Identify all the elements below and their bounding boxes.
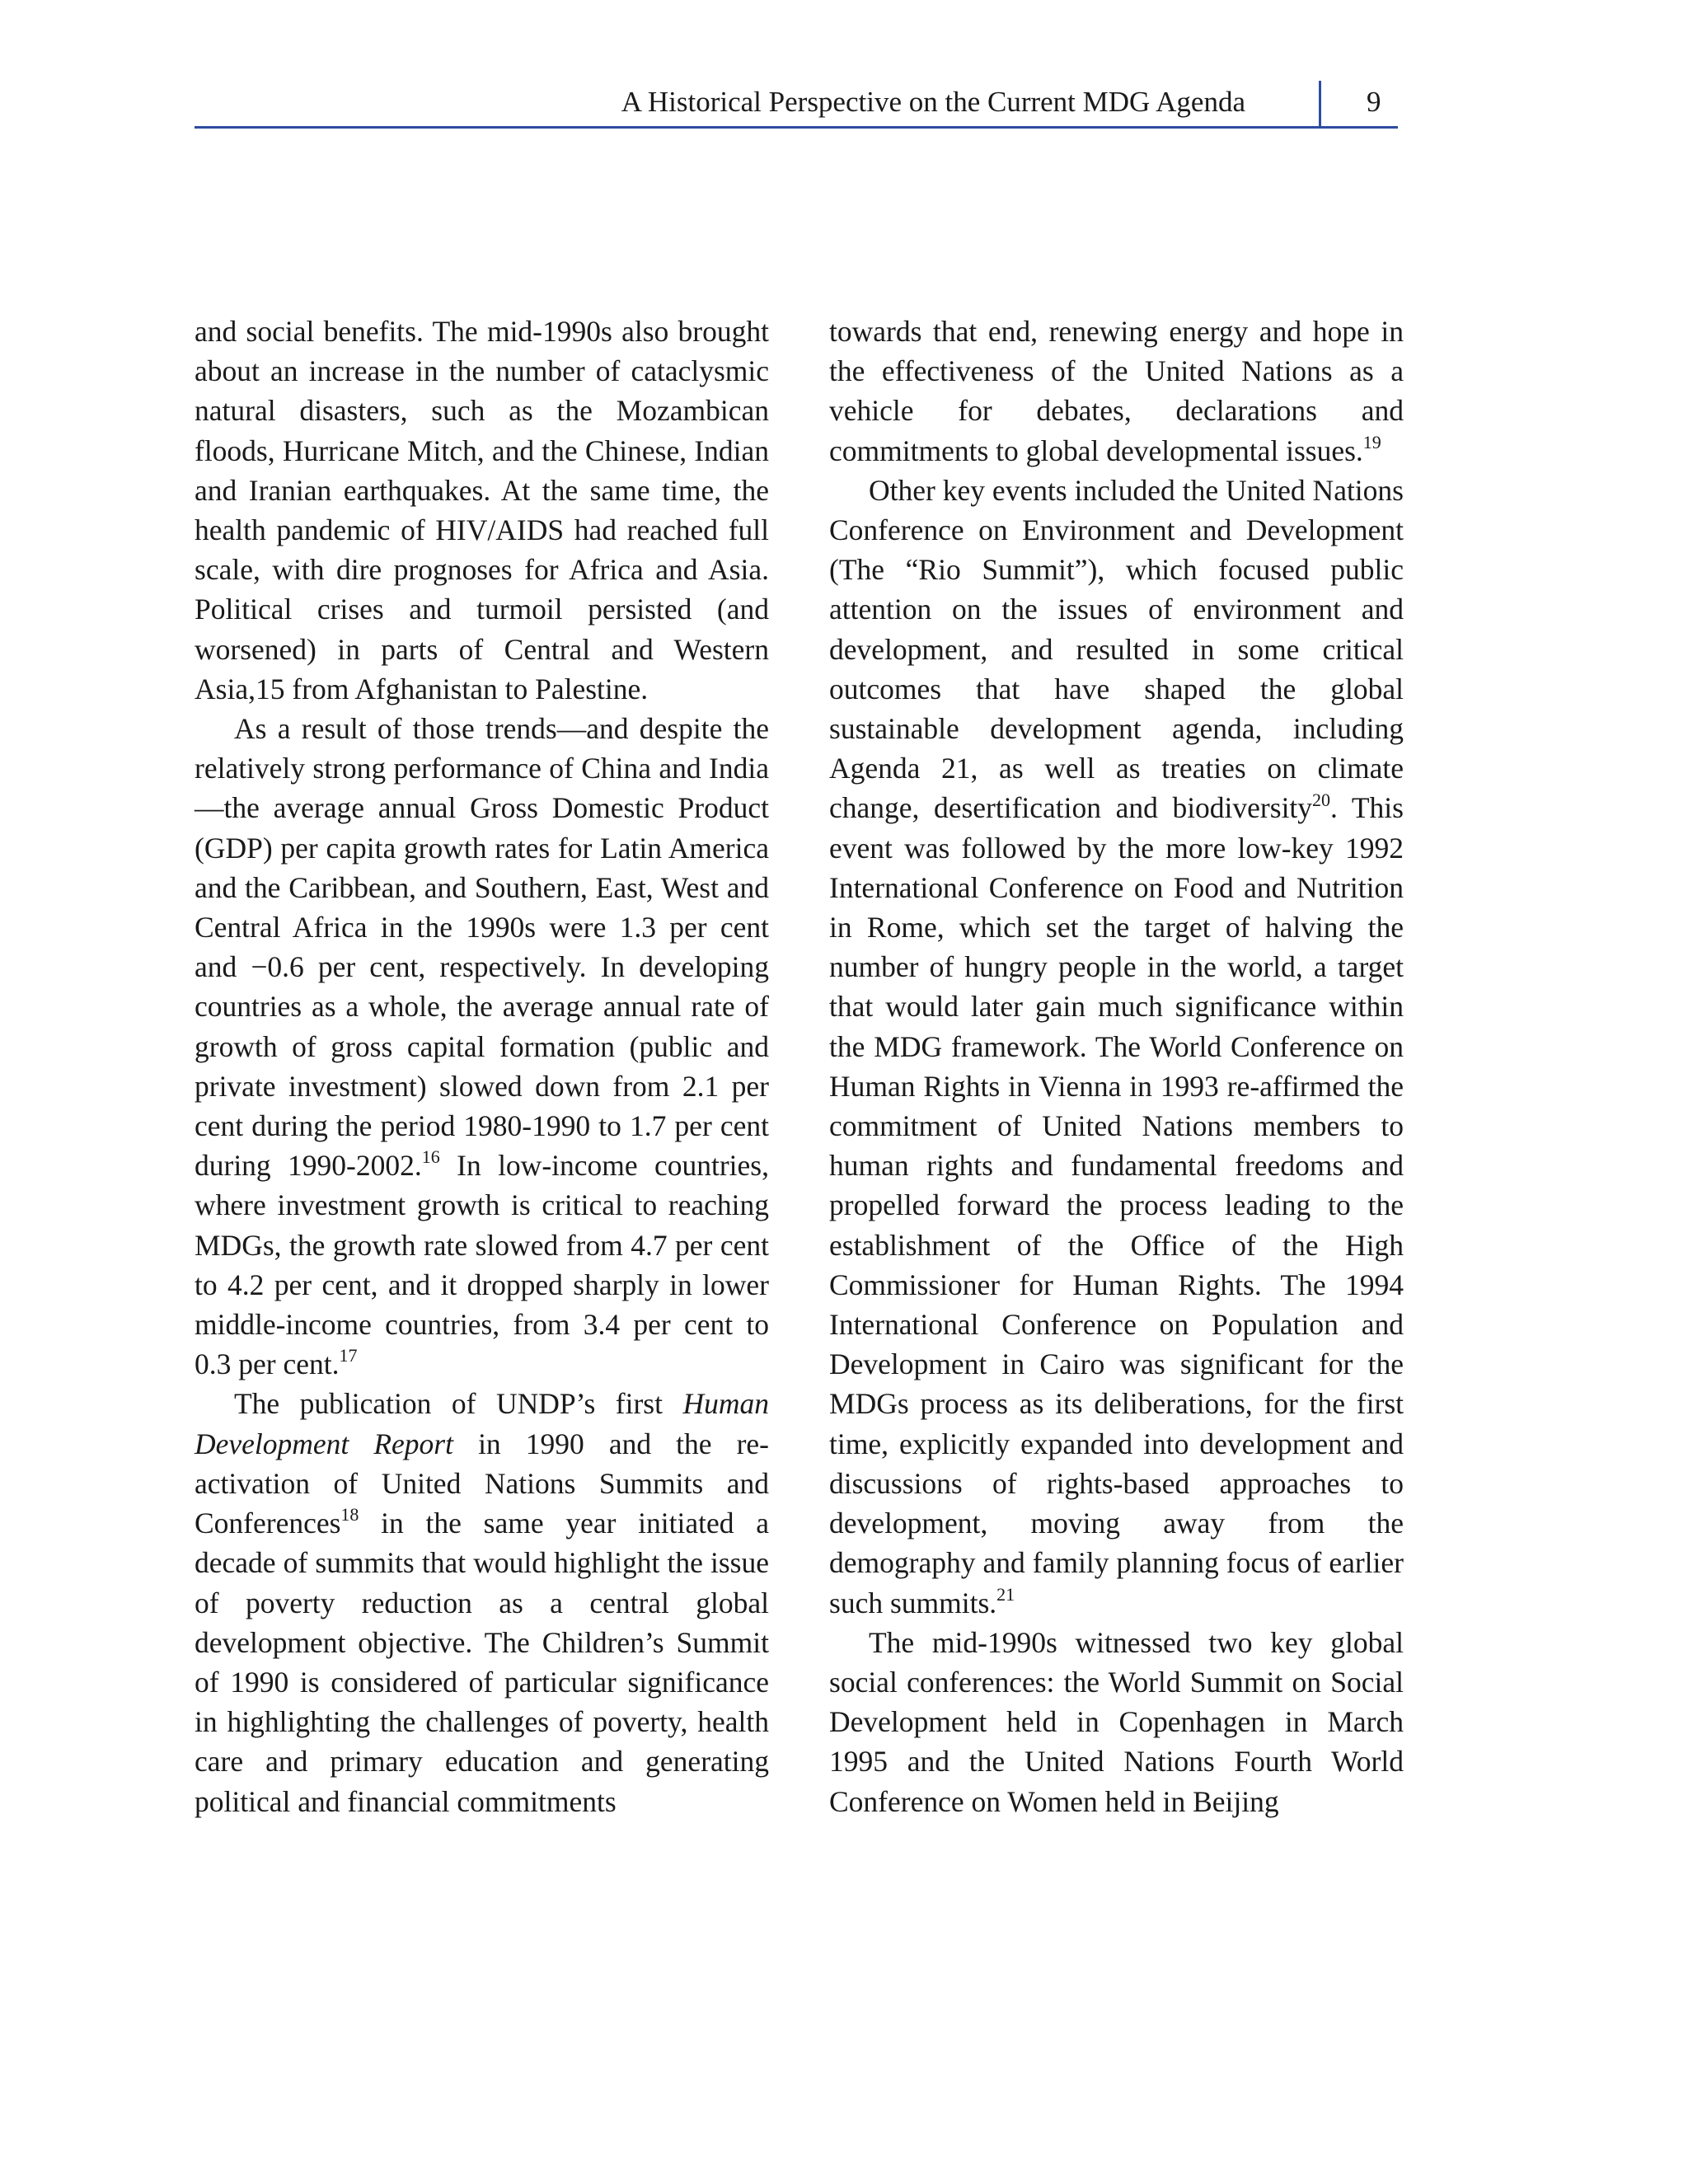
- footnote-ref-21[interactable]: 21: [996, 1583, 1015, 1605]
- paragraph-text: The mid-1990s witnessed two key global social conferences: the World Summit on Social Development held in Copenhagen in March 1995 and the United Nations Fourth World Conference on Women held in Beijing: [829, 1625, 1404, 1818]
- footnote-ref-20[interactable]: 20: [1312, 789, 1331, 810]
- footnote-ref-19[interactable]: 19: [1362, 431, 1381, 452]
- header-rule: [195, 126, 1398, 129]
- paragraph-text: . This event was followed by the more low-key 1992 International Conference on Food and Nutrition in Rome, which set the target of halving the number of hungry people in the world, a target that would later gain much significance within the MDG framework. The World Conference on Human Rights in Vienna in 1993 re-affirmed the commitment of United Nations members to human rights and fundamental freedoms and propelled forward the process leading to the establishment of the Office of the High Commissioner for Human Rights. The 1994 International Conference on Population and Development in Cairo was significant for the MDGs process as its deliberations, for the first time, explicitly expanded into development and discussions of rights-based approaches to development, moving away from the demography and family planning focus of earlier such summits.: [829, 791, 1404, 1619]
- paragraph-text: towards that end, renewing energy and hope in the effectiveness of the United Nations as a vehicle for debates, declarations and commitments to global developmental issues.: [829, 315, 1404, 467]
- paragraph-text: In low-income countries, where investment growth is critical to reaching MDGs, the growth rate slowed from 4.7 per cent to 4.2 per cent, and it dropped sharply in lower middle-income countries, from 3.4 per cent to 0.3 per cent.: [195, 1149, 769, 1381]
- running-title: A Historical Perspective on the Current MDG Agenda: [621, 86, 1245, 118]
- footnote-ref-16[interactable]: 16: [421, 1146, 440, 1168]
- left-column: [195, 312, 769, 1821]
- paragraph-text: in the same year initiated a decade of summits that would highlight the issue of poverty reduction as a central global development objective. The Children’s Summit of 1990 is considered of particular significance in highlighting the challenges of poverty, health care and primary education and generating political and financial commitments: [195, 1507, 769, 1818]
- footnote-ref-18[interactable]: 18: [340, 1504, 359, 1526]
- header-separator: [1319, 81, 1321, 127]
- right-column: [829, 312, 1404, 1821]
- footnote-ref-17[interactable]: 17: [339, 1345, 358, 1366]
- paragraph-text: in 1990 and the re-activation of United Nations Summits and Conferences: [195, 1427, 770, 1540]
- paragraph-text: Other key events included the United Nations Conference on Environment and Development (The “Rio Summit”), which focused public attention on the issues of environment and development, and resulted in some critical outcomes that have shaped the global sustainable development agenda, including Agenda 21, as well as treaties on climate change, desertification and biodiversity: [829, 473, 1404, 825]
- paragraph-left-1: [195, 312, 769, 709]
- report-title: Human Development Report: [195, 1387, 770, 1460]
- paragraph-text: As a result of those trends—and despite the relatively strong performance of China and India—the average annual Gross Domestic Product (GDP) per capita growth rates for Latin America and the Caribbean, and Southern, East, West and Central Africa in the 1990s were 1.3 per cent and −0.6 per cent, respectively. In developing countries as a whole, the average annual rate of growth of gross capital formation (public and private investment) slowed down from 2.1 per cent during the period 1980-1990 to 1.7 per cent during 1990-2002.: [195, 712, 769, 1183]
- page-number: 9: [1367, 86, 1381, 118]
- paragraph-right-3: [829, 1623, 1404, 1821]
- paragraph-right-1: [829, 312, 1404, 471]
- paragraph-left-2: [195, 709, 769, 1384]
- paragraph-left-3: [195, 1384, 769, 1821]
- paragraph-text: and social benefits. The mid-1990s also brought about an increase in the number of cataclysmic natural disasters, such as the Mozambican floods, Hurricane Mitch, and the Chinese, Indian and Iranian earthquakes. At the same time, the health pandemic of HIV/AIDS had reached full scale, with dire prognoses for Africa and Asia. Political crises and turmoil persisted (and worsened) in parts of Central and Western Asia,15 from Afghanistan to Palestine.: [195, 315, 769, 705]
- paragraph-right-2: [829, 471, 1404, 1623]
- paragraph-text: The publication of UNDP’s first: [234, 1387, 663, 1421]
- running-header: [195, 81, 1398, 127]
